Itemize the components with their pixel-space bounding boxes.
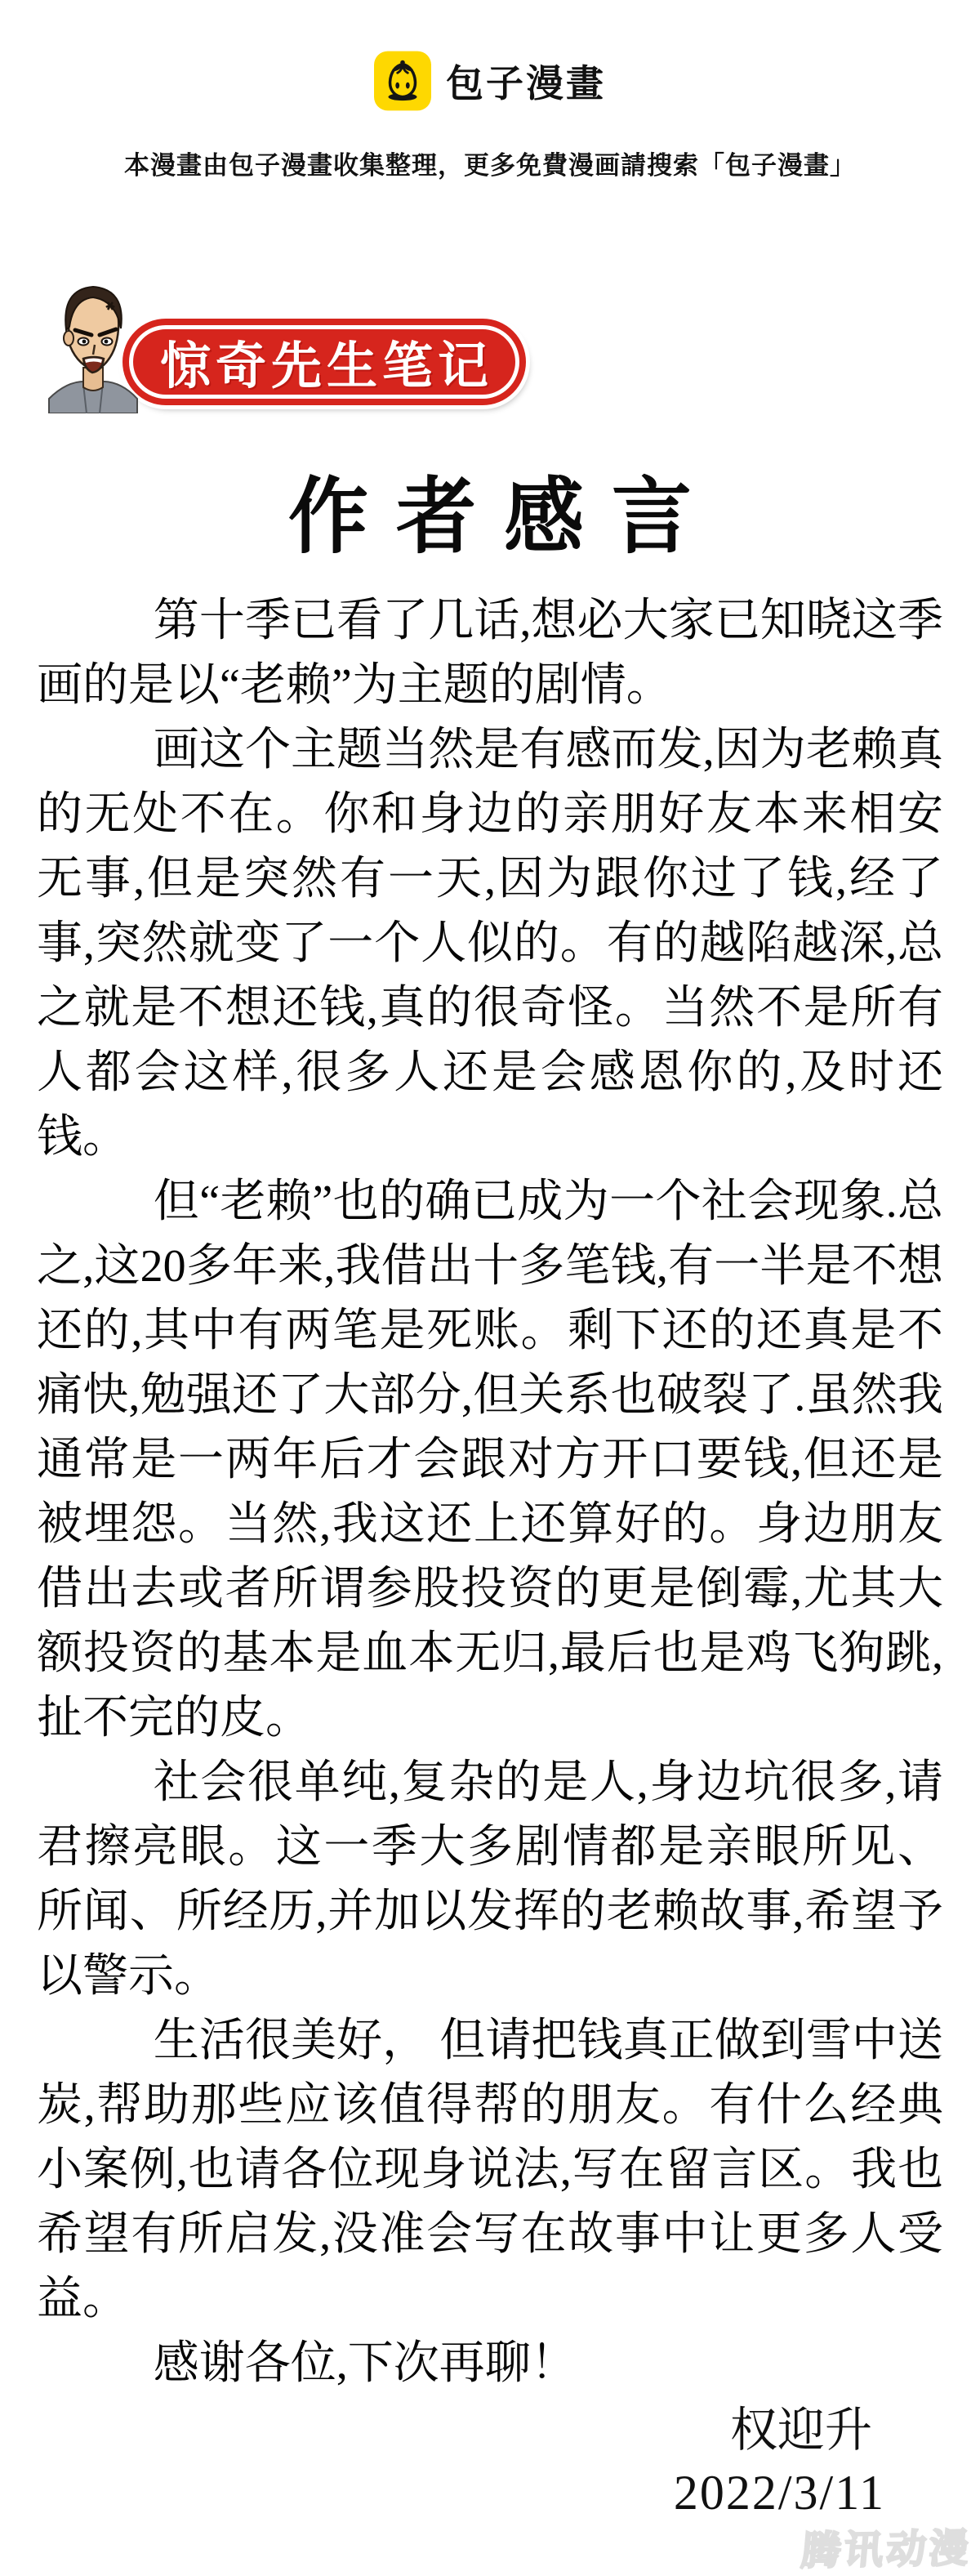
article-title: 作者感言 [287, 472, 719, 565]
article-date: 2022/3/11 [673, 2466, 885, 2520]
article-paragraph: 生活很美好， 但请把钱真正做到雪中送炭,帮助那些应该值得帮的朋友。有什么经典小案例,也请各位现身说法,写在留言区。我也希望有所启发,没准会写在故事中让更多人受益。 [37, 2016, 943, 2324]
author-signature: 权迎升 [729, 2404, 872, 2457]
article-body [37, 589, 943, 2396]
article-paragraph: 但“老赖”也的确已成为一个社会现象.总之,这20多年来,我借出十多笔钱,有一半是不想还的,其中有两笔是死账。剩下还的还真是不痛快,勉强还了大部分,但关系也破裂了.虽然我通常是一两年后才会跟对方开口要钱,但还是被埋怨。当然,我这还上还算好的。身边朋友借出去或者所谓参股投资的更是倒霉,尤其大额投资的基本是血本无归,最后也是鸡飞狗跳,扯不完的皮。 [37, 1176, 943, 1743]
manga-man-avatar [47, 279, 139, 413]
article-paragraph: 第十季已看了几话,想必大家已知晓这季画的是以“老赖”为主题的剧情。 [37, 596, 943, 711]
article-paragraph: 画这个主题当然是有感而发,因为老赖真的无处不在。你和身边的亲朋好友本来相安无事,但是突然有一天,因为跟你过了钱,经了事,突然就变了一个人似的。有的越陷越深,总之就是不想还钱,真的很奇怪。当然不是所有人都会这样,很多人还是会感恩你的,及时还钱。 [37, 725, 943, 1163]
series-title-label: 惊奇先生笔记 [160, 337, 494, 395]
brand-name: 包子漫畫 [446, 62, 606, 105]
article-paragraph: 感谢各位,下次再聊！ [153, 2338, 577, 2389]
brand-row [374, 51, 606, 111]
series-title-badge [122, 319, 526, 405]
article-paragraph: 社会很单纯,复杂的是人,身边坑很多,请君擦亮眼。这一季大多剧情都是亲眼所见、所闻、所经历,并加以发挥的老赖故事,希望予以警示。 [37, 1757, 944, 2002]
page-header [0, 0, 980, 181]
series-banner [47, 276, 980, 413]
collection-tagline: 本漫畫由包子漫畫收集整理，更多免費漫画請搜索「包子漫畫」 [124, 151, 856, 180]
tencent-comics-watermark: 腾讯动漫 [800, 2527, 974, 2574]
baozi-bun-icon [374, 51, 431, 111]
signature-block [0, 2400, 980, 2524]
